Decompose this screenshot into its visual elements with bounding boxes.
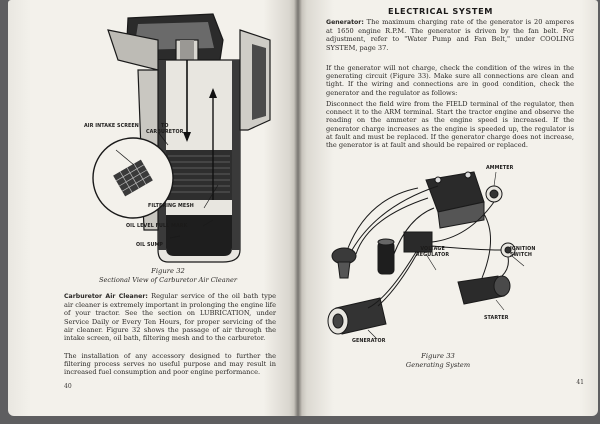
figure-32-number: Figure 32 (151, 267, 185, 275)
right-page (298, 0, 598, 416)
figure-32-caption (68, 267, 268, 284)
left-page (8, 0, 298, 416)
label-air-intake-screen: AIR INTAKE SCREEN (84, 124, 139, 129)
label-starter: STARTER (484, 316, 509, 321)
charge-check-paragraph (326, 64, 574, 97)
label-ignition-switch: IGNITION SWITCH (510, 247, 536, 258)
label-ammeter: AMMETER (486, 166, 514, 171)
accessory-text: The installation of any accessory designed to further the filtering process serves no useful purpose and may result in increased fuel consumption and poor engine performance. (64, 352, 276, 377)
page-number-left: 40 (64, 383, 72, 390)
air-cleaner-illustration (8, 0, 298, 270)
figure-33-caption (338, 352, 538, 369)
air-cleaner-heading: Carburetor Air Cleaner: (64, 293, 148, 300)
label-filtering-mesh: FILTERING MESH (148, 204, 194, 209)
air-cleaner-paragraph (64, 292, 276, 342)
accessory-paragraph (64, 352, 276, 377)
figure-33-number: Figure 33 (421, 352, 455, 360)
air-cleaner-body: Regular service of the oil bath type air cleaner is extremely important in prolonging the engine life of your tractor. See the section on LUBRICATION, under Service Daily or Every Ten Hours, for proper servicing of the air cleaner. Figure 32 shows the passage of air through the intake screen, oil bath, filtering mesh and to the carburetor. (64, 292, 277, 343)
charge-check-text: If the generator will not charge, check the condition of the wires in the generating circuit (Figure 33). Make sure all connections are clean and tight. If the wiring and connections are in good condition, check the generator and the regulator as follows: (326, 64, 574, 97)
label-oil-sump: OIL SUMP (136, 243, 164, 248)
label-to-carburetor: TO CARBURETOR (146, 124, 184, 135)
section-header: ELECTRICAL SYSTEM (388, 6, 494, 16)
figure-33-title: Generating System (405, 361, 471, 369)
generator-heading: Generator: (326, 19, 364, 26)
book-gutter (294, 0, 302, 416)
open-manual (8, 0, 598, 418)
page-number-right: 41 (576, 379, 584, 386)
field-wire-text: Disconnect the field wire from the FIELD terminal of the regulator, then connect it to the ARM terminal. Start the tractor engine and observe the reading on the ammeter as the engine speed is increased. If the generator charge increases as the engine is speeded up, the regulator is at fault and must be replaced. If the generator charge does not increase, the generator is at fault and should be repaired or replaced. (326, 100, 574, 150)
generator-body: The maximum charging rate of the generator is 20 amperes at 1650 engine R.P.M. The generator is driven by the fan belt. For adjustment, refer to "Water Pump and Fan Belt," under COOLING SYSTEM, page 37. (326, 18, 574, 52)
label-generator: GENERATOR (352, 339, 386, 344)
label-oil-level-full-mark: OIL LEVEL FULL MARK (126, 224, 188, 229)
figure-32-title: Sectional View of Carburetor Air Cleaner (98, 276, 238, 284)
label-voltage-regulator: VOLTAGE REGULATOR (416, 247, 450, 258)
generator-paragraph (326, 18, 574, 52)
field-wire-paragraph (326, 100, 574, 149)
